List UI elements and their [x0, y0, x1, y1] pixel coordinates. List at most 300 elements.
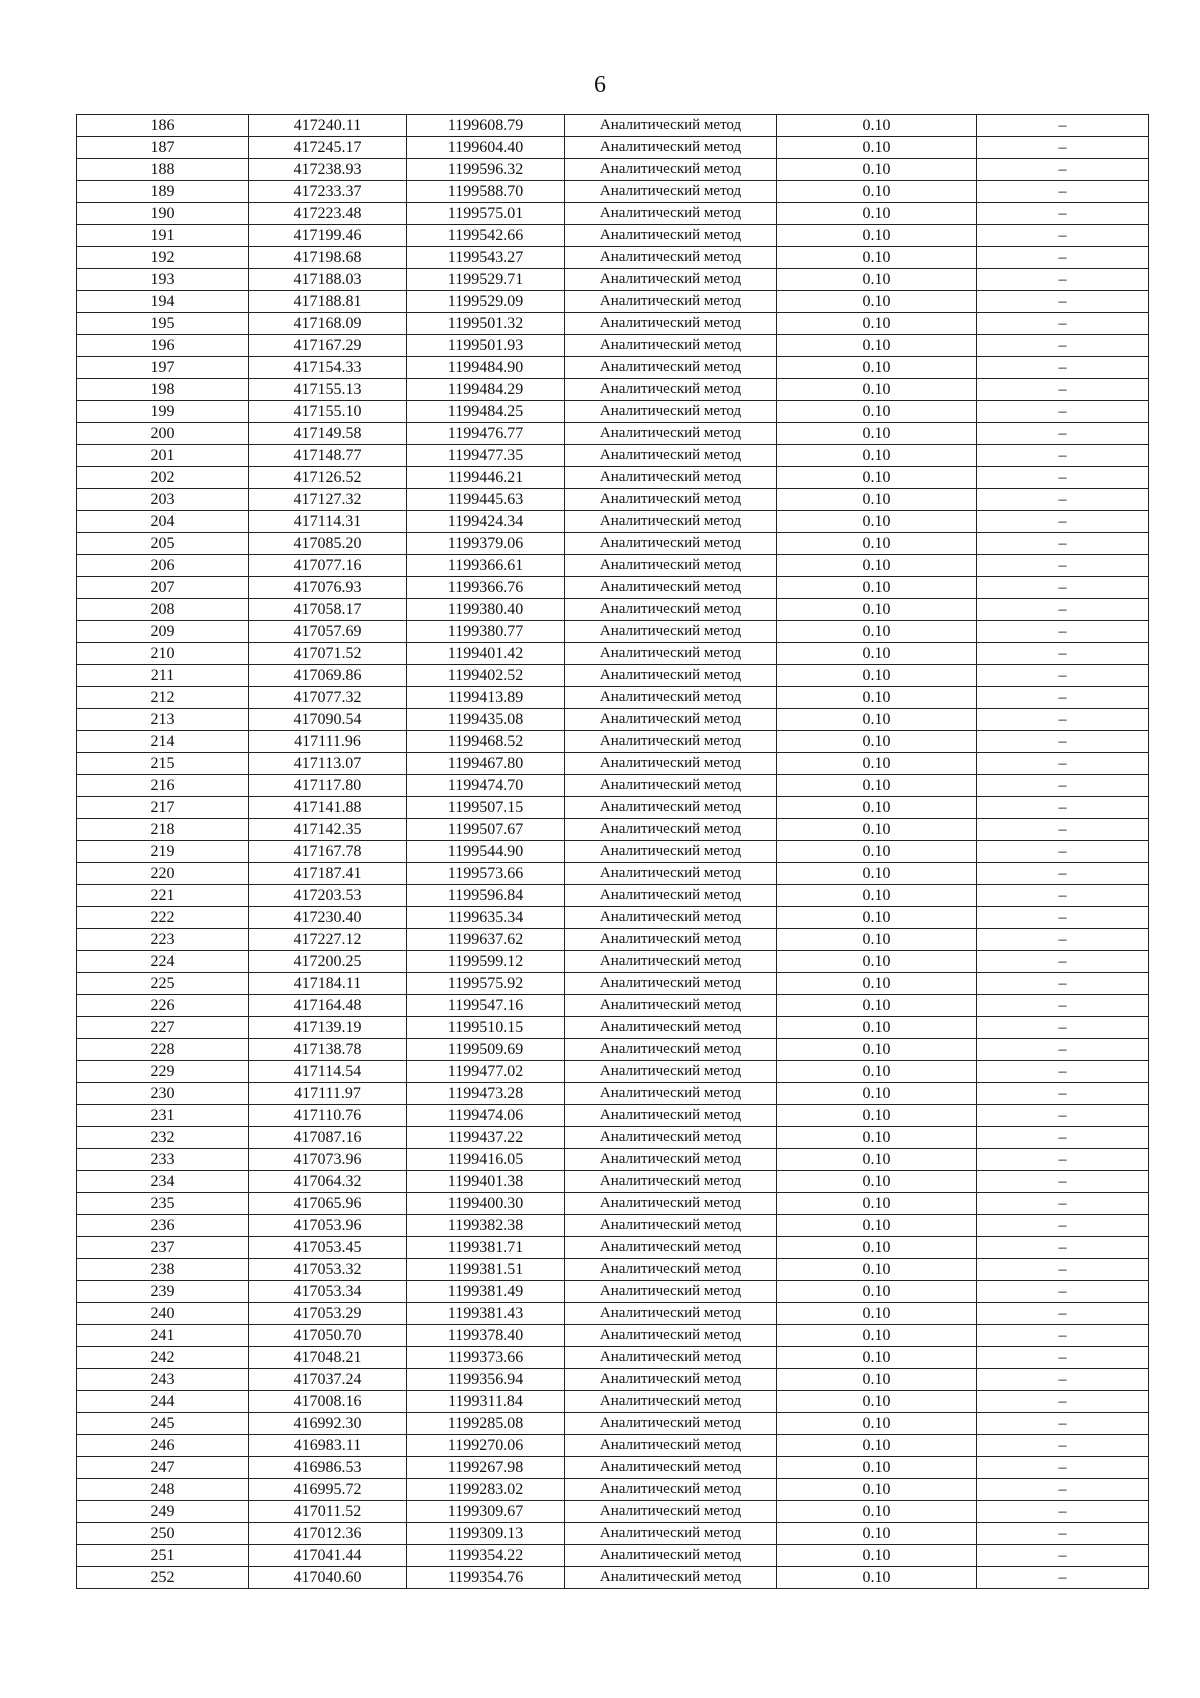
accuracy-cell: 0.10 — [777, 1127, 977, 1149]
accuracy-cell: 0.10 — [777, 951, 977, 973]
method-cell: Аналитический метод — [565, 555, 777, 577]
table-row — [77, 203, 1149, 225]
note-cell: – — [977, 1413, 1149, 1435]
note-cell: – — [977, 1039, 1149, 1061]
method-cell: Аналитический метод — [565, 687, 777, 709]
y-coordinate-cell: 1199573.66 — [407, 863, 565, 885]
method-cell: Аналитический метод — [565, 577, 777, 599]
point-number-cell: 237 — [77, 1237, 249, 1259]
method-cell: Аналитический метод — [565, 335, 777, 357]
y-coordinate-cell: 1199544.90 — [407, 841, 565, 863]
method-cell: Аналитический метод — [565, 203, 777, 225]
accuracy-cell: 0.10 — [777, 533, 977, 555]
point-number-cell: 236 — [77, 1215, 249, 1237]
point-number-cell: 221 — [77, 885, 249, 907]
table-row — [77, 225, 1149, 247]
point-number-cell: 192 — [77, 247, 249, 269]
note-cell: – — [977, 863, 1149, 885]
note-cell: – — [977, 1545, 1149, 1567]
point-number-cell: 233 — [77, 1149, 249, 1171]
method-cell: Аналитический метод — [565, 1281, 777, 1303]
table-row — [77, 335, 1149, 357]
method-cell: Аналитический метод — [565, 1017, 777, 1039]
accuracy-cell: 0.10 — [777, 1347, 977, 1369]
accuracy-cell: 0.10 — [777, 1523, 977, 1545]
table-row — [77, 1391, 1149, 1413]
x-coordinate-cell: 417245.17 — [249, 137, 407, 159]
table-row — [77, 819, 1149, 841]
table-row — [77, 137, 1149, 159]
method-cell: Аналитический метод — [565, 1061, 777, 1083]
x-coordinate-cell: 417057.69 — [249, 621, 407, 643]
x-coordinate-cell: 417053.45 — [249, 1237, 407, 1259]
y-coordinate-cell: 1199381.49 — [407, 1281, 565, 1303]
table-row — [77, 181, 1149, 203]
method-cell: Аналитический метод — [565, 599, 777, 621]
table-row — [77, 687, 1149, 709]
table-row — [77, 1567, 1149, 1589]
accuracy-cell: 0.10 — [777, 313, 977, 335]
method-cell: Аналитический метод — [565, 775, 777, 797]
note-cell: – — [977, 225, 1149, 247]
accuracy-cell: 0.10 — [777, 819, 977, 841]
y-coordinate-cell: 1199575.01 — [407, 203, 565, 225]
accuracy-cell: 0.10 — [777, 115, 977, 137]
accuracy-cell: 0.10 — [777, 687, 977, 709]
y-coordinate-cell: 1199354.76 — [407, 1567, 565, 1589]
table-row — [77, 489, 1149, 511]
method-cell: Аналитический метод — [565, 907, 777, 929]
accuracy-cell: 0.10 — [777, 1567, 977, 1589]
table-row — [77, 665, 1149, 687]
accuracy-cell: 0.10 — [777, 797, 977, 819]
method-cell: Аналитический метод — [565, 1413, 777, 1435]
note-cell: – — [977, 467, 1149, 489]
note-cell: – — [977, 115, 1149, 137]
y-coordinate-cell: 1199380.40 — [407, 599, 565, 621]
x-coordinate-cell: 417198.68 — [249, 247, 407, 269]
point-number-cell: 250 — [77, 1523, 249, 1545]
x-coordinate-cell: 417203.53 — [249, 885, 407, 907]
note-cell: – — [977, 775, 1149, 797]
table-row — [77, 753, 1149, 775]
note-cell: – — [977, 357, 1149, 379]
accuracy-cell: 0.10 — [777, 753, 977, 775]
point-number-cell: 189 — [77, 181, 249, 203]
method-cell: Аналитический метод — [565, 1457, 777, 1479]
table-row — [77, 599, 1149, 621]
method-cell: Аналитический метод — [565, 665, 777, 687]
table-row — [77, 533, 1149, 555]
table-row — [77, 247, 1149, 269]
x-coordinate-cell: 417188.03 — [249, 269, 407, 291]
y-coordinate-cell: 1199283.02 — [407, 1479, 565, 1501]
note-cell: – — [977, 753, 1149, 775]
note-cell: – — [977, 1193, 1149, 1215]
method-cell: Аналитический метод — [565, 1347, 777, 1369]
method-cell: Аналитический метод — [565, 753, 777, 775]
point-number-cell: 216 — [77, 775, 249, 797]
method-cell: Аналитический метод — [565, 467, 777, 489]
method-cell: Аналитический метод — [565, 291, 777, 313]
point-number-cell: 211 — [77, 665, 249, 687]
method-cell: Аналитический метод — [565, 445, 777, 467]
y-coordinate-cell: 1199529.09 — [407, 291, 565, 313]
table-row — [77, 511, 1149, 533]
x-coordinate-cell: 417223.48 — [249, 203, 407, 225]
y-coordinate-cell: 1199542.66 — [407, 225, 565, 247]
table-row — [77, 1039, 1149, 1061]
note-cell: – — [977, 1083, 1149, 1105]
y-coordinate-cell: 1199484.90 — [407, 357, 565, 379]
method-cell: Аналитический метод — [565, 1523, 777, 1545]
method-cell: Аналитический метод — [565, 489, 777, 511]
accuracy-cell: 0.10 — [777, 1413, 977, 1435]
point-number-cell: 228 — [77, 1039, 249, 1061]
point-number-cell: 210 — [77, 643, 249, 665]
y-coordinate-cell: 1199401.42 — [407, 643, 565, 665]
table-row — [77, 159, 1149, 181]
coordinates-table-body — [77, 115, 1149, 1589]
y-coordinate-cell: 1199373.66 — [407, 1347, 565, 1369]
accuracy-cell: 0.10 — [777, 445, 977, 467]
accuracy-cell: 0.10 — [777, 1215, 977, 1237]
x-coordinate-cell: 417085.20 — [249, 533, 407, 555]
x-coordinate-cell: 417069.86 — [249, 665, 407, 687]
note-cell: – — [977, 335, 1149, 357]
note-cell: – — [977, 291, 1149, 313]
table-row — [77, 1413, 1149, 1435]
x-coordinate-cell: 417126.52 — [249, 467, 407, 489]
accuracy-cell: 0.10 — [777, 599, 977, 621]
accuracy-cell: 0.10 — [777, 467, 977, 489]
x-coordinate-cell: 417087.16 — [249, 1127, 407, 1149]
x-coordinate-cell: 417041.44 — [249, 1545, 407, 1567]
note-cell: – — [977, 621, 1149, 643]
method-cell: Аналитический метод — [565, 863, 777, 885]
accuracy-cell: 0.10 — [777, 1083, 977, 1105]
table-row — [77, 973, 1149, 995]
method-cell: Аналитический метод — [565, 1325, 777, 1347]
point-number-cell: 197 — [77, 357, 249, 379]
y-coordinate-cell: 1199267.98 — [407, 1457, 565, 1479]
method-cell: Аналитический метод — [565, 1567, 777, 1589]
x-coordinate-cell: 417053.32 — [249, 1259, 407, 1281]
table-row — [77, 621, 1149, 643]
method-cell: Аналитический метод — [565, 643, 777, 665]
method-cell: Аналитический метод — [565, 1127, 777, 1149]
x-coordinate-cell: 417188.81 — [249, 291, 407, 313]
note-cell: – — [977, 1171, 1149, 1193]
point-number-cell: 224 — [77, 951, 249, 973]
accuracy-cell: 0.10 — [777, 203, 977, 225]
method-cell: Аналитический метод — [565, 929, 777, 951]
y-coordinate-cell: 1199285.08 — [407, 1413, 565, 1435]
point-number-cell: 223 — [77, 929, 249, 951]
x-coordinate-cell: 417238.93 — [249, 159, 407, 181]
point-number-cell: 214 — [77, 731, 249, 753]
point-number-cell: 209 — [77, 621, 249, 643]
accuracy-cell: 0.10 — [777, 1259, 977, 1281]
y-coordinate-cell: 1199608.79 — [407, 115, 565, 137]
accuracy-cell: 0.10 — [777, 709, 977, 731]
table-row — [77, 885, 1149, 907]
accuracy-cell: 0.10 — [777, 1105, 977, 1127]
y-coordinate-cell: 1199501.93 — [407, 335, 565, 357]
accuracy-cell: 0.10 — [777, 1325, 977, 1347]
x-coordinate-cell: 417037.24 — [249, 1369, 407, 1391]
point-number-cell: 212 — [77, 687, 249, 709]
point-number-cell: 241 — [77, 1325, 249, 1347]
table-row — [77, 1127, 1149, 1149]
y-coordinate-cell: 1199309.67 — [407, 1501, 565, 1523]
accuracy-cell: 0.10 — [777, 1457, 977, 1479]
table-row — [77, 863, 1149, 885]
method-cell: Аналитический метод — [565, 1149, 777, 1171]
table-row — [77, 313, 1149, 335]
method-cell: Аналитический метод — [565, 1215, 777, 1237]
table-row — [77, 1479, 1149, 1501]
x-coordinate-cell: 417064.32 — [249, 1171, 407, 1193]
y-coordinate-cell: 1199435.08 — [407, 709, 565, 731]
y-coordinate-cell: 1199366.61 — [407, 555, 565, 577]
point-number-cell: 247 — [77, 1457, 249, 1479]
point-number-cell: 235 — [77, 1193, 249, 1215]
point-number-cell: 234 — [77, 1171, 249, 1193]
point-number-cell: 202 — [77, 467, 249, 489]
point-number-cell: 213 — [77, 709, 249, 731]
note-cell: – — [977, 643, 1149, 665]
table-row — [77, 1193, 1149, 1215]
method-cell: Аналитический метод — [565, 1391, 777, 1413]
point-number-cell: 195 — [77, 313, 249, 335]
y-coordinate-cell: 1199381.51 — [407, 1259, 565, 1281]
x-coordinate-cell: 416995.72 — [249, 1479, 407, 1501]
y-coordinate-cell: 1199509.69 — [407, 1039, 565, 1061]
accuracy-cell: 0.10 — [777, 577, 977, 599]
point-number-cell: 207 — [77, 577, 249, 599]
table-row — [77, 731, 1149, 753]
y-coordinate-cell: 1199507.67 — [407, 819, 565, 841]
method-cell: Аналитический метод — [565, 797, 777, 819]
accuracy-cell: 0.10 — [777, 907, 977, 929]
point-number-cell: 187 — [77, 137, 249, 159]
x-coordinate-cell: 417048.21 — [249, 1347, 407, 1369]
note-cell: – — [977, 1105, 1149, 1127]
y-coordinate-cell: 1199309.13 — [407, 1523, 565, 1545]
x-coordinate-cell: 417053.29 — [249, 1303, 407, 1325]
y-coordinate-cell: 1199379.06 — [407, 533, 565, 555]
note-cell: – — [977, 1501, 1149, 1523]
y-coordinate-cell: 1199380.77 — [407, 621, 565, 643]
x-coordinate-cell: 417076.93 — [249, 577, 407, 599]
method-cell: Аналитический метод — [565, 247, 777, 269]
x-coordinate-cell: 417233.37 — [249, 181, 407, 203]
x-coordinate-cell: 417139.19 — [249, 1017, 407, 1039]
y-coordinate-cell: 1199588.70 — [407, 181, 565, 203]
y-coordinate-cell: 1199474.06 — [407, 1105, 565, 1127]
note-cell: – — [977, 445, 1149, 467]
x-coordinate-cell: 417114.31 — [249, 511, 407, 533]
table-row — [77, 797, 1149, 819]
x-coordinate-cell: 417090.54 — [249, 709, 407, 731]
y-coordinate-cell: 1199378.40 — [407, 1325, 565, 1347]
method-cell: Аналитический метод — [565, 621, 777, 643]
x-coordinate-cell: 417077.16 — [249, 555, 407, 577]
method-cell: Аналитический метод — [565, 1039, 777, 1061]
x-coordinate-cell: 417184.11 — [249, 973, 407, 995]
y-coordinate-cell: 1199356.94 — [407, 1369, 565, 1391]
x-coordinate-cell: 417053.34 — [249, 1281, 407, 1303]
x-coordinate-cell: 417111.96 — [249, 731, 407, 753]
method-cell: Аналитический метод — [565, 401, 777, 423]
point-number-cell: 200 — [77, 423, 249, 445]
x-coordinate-cell: 417187.41 — [249, 863, 407, 885]
method-cell: Аналитический метод — [565, 1171, 777, 1193]
point-number-cell: 206 — [77, 555, 249, 577]
note-cell: – — [977, 423, 1149, 445]
y-coordinate-cell: 1199402.52 — [407, 665, 565, 687]
method-cell: Аналитический метод — [565, 159, 777, 181]
y-coordinate-cell: 1199416.05 — [407, 1149, 565, 1171]
note-cell: – — [977, 1391, 1149, 1413]
table-row — [77, 1237, 1149, 1259]
point-number-cell: 242 — [77, 1347, 249, 1369]
y-coordinate-cell: 1199467.80 — [407, 753, 565, 775]
table-row — [77, 1435, 1149, 1457]
x-coordinate-cell: 417168.09 — [249, 313, 407, 335]
note-cell: – — [977, 203, 1149, 225]
table-row — [77, 1545, 1149, 1567]
y-coordinate-cell: 1199604.40 — [407, 137, 565, 159]
x-coordinate-cell: 417113.07 — [249, 753, 407, 775]
accuracy-cell: 0.10 — [777, 1149, 977, 1171]
note-cell: – — [977, 1523, 1149, 1545]
note-cell: – — [977, 1259, 1149, 1281]
table-row — [77, 1281, 1149, 1303]
note-cell: – — [977, 665, 1149, 687]
y-coordinate-cell: 1199381.43 — [407, 1303, 565, 1325]
table-row — [77, 555, 1149, 577]
accuracy-cell: 0.10 — [777, 863, 977, 885]
point-number-cell: 251 — [77, 1545, 249, 1567]
accuracy-cell: 0.10 — [777, 511, 977, 533]
table-row — [77, 1457, 1149, 1479]
x-coordinate-cell: 417071.52 — [249, 643, 407, 665]
note-cell: – — [977, 1017, 1149, 1039]
x-coordinate-cell: 417167.29 — [249, 335, 407, 357]
note-cell: – — [977, 1347, 1149, 1369]
table-row — [77, 775, 1149, 797]
method-cell: Аналитический метод — [565, 1479, 777, 1501]
point-number-cell: 208 — [77, 599, 249, 621]
method-cell: Аналитический метод — [565, 511, 777, 533]
table-row — [77, 995, 1149, 1017]
point-number-cell: 191 — [77, 225, 249, 247]
x-coordinate-cell: 417199.46 — [249, 225, 407, 247]
note-cell: – — [977, 379, 1149, 401]
y-coordinate-cell: 1199382.38 — [407, 1215, 565, 1237]
y-coordinate-cell: 1199401.38 — [407, 1171, 565, 1193]
note-cell: – — [977, 137, 1149, 159]
note-cell: – — [977, 687, 1149, 709]
y-coordinate-cell: 1199529.71 — [407, 269, 565, 291]
note-cell: – — [977, 951, 1149, 973]
x-coordinate-cell: 416986.53 — [249, 1457, 407, 1479]
accuracy-cell: 0.10 — [777, 1061, 977, 1083]
y-coordinate-cell: 1199311.84 — [407, 1391, 565, 1413]
table-row — [77, 907, 1149, 929]
accuracy-cell: 0.10 — [777, 1479, 977, 1501]
point-number-cell: 226 — [77, 995, 249, 1017]
point-number-cell: 203 — [77, 489, 249, 511]
table-row — [77, 1303, 1149, 1325]
y-coordinate-cell: 1199468.52 — [407, 731, 565, 753]
accuracy-cell: 0.10 — [777, 643, 977, 665]
point-number-cell: 199 — [77, 401, 249, 423]
point-number-cell: 240 — [77, 1303, 249, 1325]
x-coordinate-cell: 416983.11 — [249, 1435, 407, 1457]
y-coordinate-cell: 1199501.32 — [407, 313, 565, 335]
point-number-cell: 201 — [77, 445, 249, 467]
table-row — [77, 951, 1149, 973]
accuracy-cell: 0.10 — [777, 489, 977, 511]
y-coordinate-cell: 1199543.27 — [407, 247, 565, 269]
method-cell: Аналитический метод — [565, 225, 777, 247]
note-cell: – — [977, 1149, 1149, 1171]
x-coordinate-cell: 417111.97 — [249, 1083, 407, 1105]
x-coordinate-cell: 417155.10 — [249, 401, 407, 423]
table-row — [77, 929, 1149, 951]
accuracy-cell: 0.10 — [777, 159, 977, 181]
y-coordinate-cell: 1199637.62 — [407, 929, 565, 951]
point-number-cell: 204 — [77, 511, 249, 533]
note-cell: – — [977, 995, 1149, 1017]
y-coordinate-cell: 1199477.02 — [407, 1061, 565, 1083]
accuracy-cell: 0.10 — [777, 1193, 977, 1215]
accuracy-cell: 0.10 — [777, 181, 977, 203]
x-coordinate-cell: 417077.32 — [249, 687, 407, 709]
table-row — [77, 357, 1149, 379]
point-number-cell: 193 — [77, 269, 249, 291]
note-cell: – — [977, 1457, 1149, 1479]
note-cell: – — [977, 1061, 1149, 1083]
table-row — [77, 643, 1149, 665]
accuracy-cell: 0.10 — [777, 1369, 977, 1391]
x-coordinate-cell: 417240.11 — [249, 115, 407, 137]
note-cell: – — [977, 1567, 1149, 1589]
point-number-cell: 205 — [77, 533, 249, 555]
page-number: 6 — [594, 72, 606, 98]
note-cell: – — [977, 973, 1149, 995]
x-coordinate-cell: 417141.88 — [249, 797, 407, 819]
accuracy-cell: 0.10 — [777, 423, 977, 445]
accuracy-cell: 0.10 — [777, 555, 977, 577]
note-cell: – — [977, 269, 1149, 291]
y-coordinate-cell: 1199424.34 — [407, 511, 565, 533]
method-cell: Аналитический метод — [565, 1435, 777, 1457]
x-coordinate-cell: 417050.70 — [249, 1325, 407, 1347]
note-cell: – — [977, 1237, 1149, 1259]
accuracy-cell: 0.10 — [777, 225, 977, 247]
y-coordinate-cell: 1199547.16 — [407, 995, 565, 1017]
point-number-cell: 218 — [77, 819, 249, 841]
x-coordinate-cell: 417040.60 — [249, 1567, 407, 1589]
point-number-cell: 239 — [77, 1281, 249, 1303]
x-coordinate-cell: 417164.48 — [249, 995, 407, 1017]
x-coordinate-cell: 417142.35 — [249, 819, 407, 841]
table-row — [77, 291, 1149, 313]
